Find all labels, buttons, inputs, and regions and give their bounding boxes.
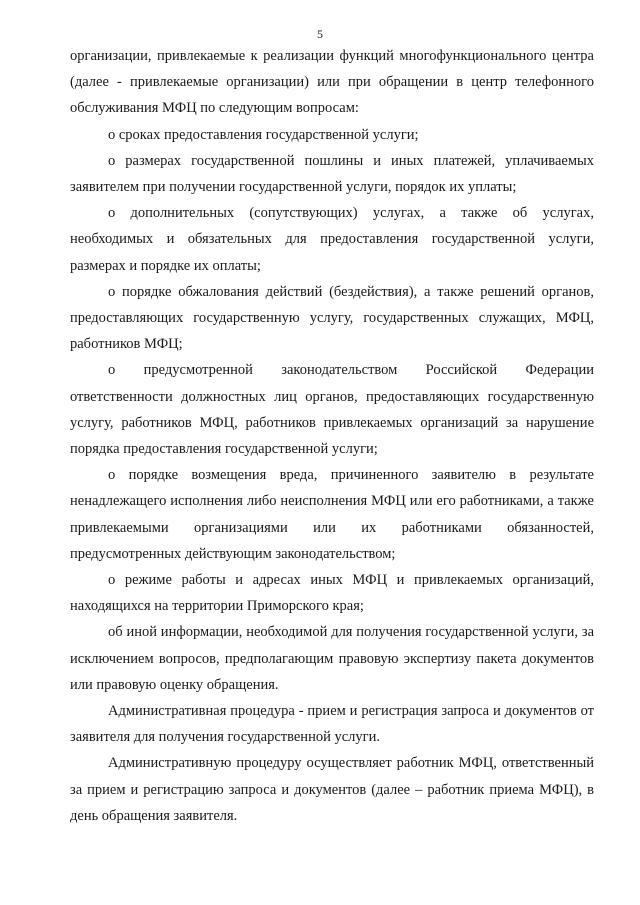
paragraph-working-hours: о режиме работы и адресах иных МФЦ и привлекаемых организаций, находящихся на территории Приморского края; <box>70 572 594 615</box>
paragraph-additional-services: о дополнительных (сопутствующих) услугах, а также об услугах, необходимых и обязательных для предоставления государственной услуги, размерах и порядке их оплаты; <box>70 205 594 274</box>
paragraph-admin-procedure: Административная процедура - прием и регистрация запроса и документов от заявителя для получения государственной услуги. <box>70 703 594 746</box>
paragraph-other-information: об иной информации, необходимой для получения государственной услуги, за исключением вопросов, предполагающим правовую экспертизу пакета документов или правовую оценку обращения. <box>70 624 594 693</box>
paragraph-appeal-procedure: о порядке обжалования действий (бездействия), а также решений органов, предоставляющих государственную услугу, государственных служащих, МФЦ, работников МФЦ; <box>70 283 594 353</box>
page-number: 5 <box>317 27 323 41</box>
document-body <box>70 43 594 829</box>
paragraph-procedure-executor: Административную процедуру осуществляет работник МФЦ, ответственный за прием и регистрацию запроса и документов (далее – работник приема МФЦ), в день обращения заявителя. <box>70 755 594 824</box>
paragraph-fees: о размерах государственной пошлины и иных платежей, уплачиваемых заявителем при получении государственной услуги, порядок их уплаты; <box>70 152 594 196</box>
paragraph-service-terms: о сроках предоставления государственной услуги; <box>108 126 419 143</box>
paragraph-consultation-intro: организации, привлекаемые к реализации функций многофункционального центра (далее - привлекаемые организации) или при обращении в центр телефонного обслуживания МФЦ по следующим вопросам: <box>70 48 594 117</box>
paragraph-damage-compensation: о порядке возмещения вреда, причиненного заявителю в результате ненадлежащего исполнения либо неисполнения МФЦ или его работниками, а также привлекаемыми организациями или их работниками обязанностей, предусмотренных действующим законодательством; <box>70 467 594 562</box>
paragraph-responsibility: о предусмотренной законодательством Российской Федерации ответственности должностных лиц органов, предоставляющих государственную услугу, работников МФЦ, работников привлекаемых организаций за нарушение порядка предоставления государственной услуги; <box>70 362 594 458</box>
